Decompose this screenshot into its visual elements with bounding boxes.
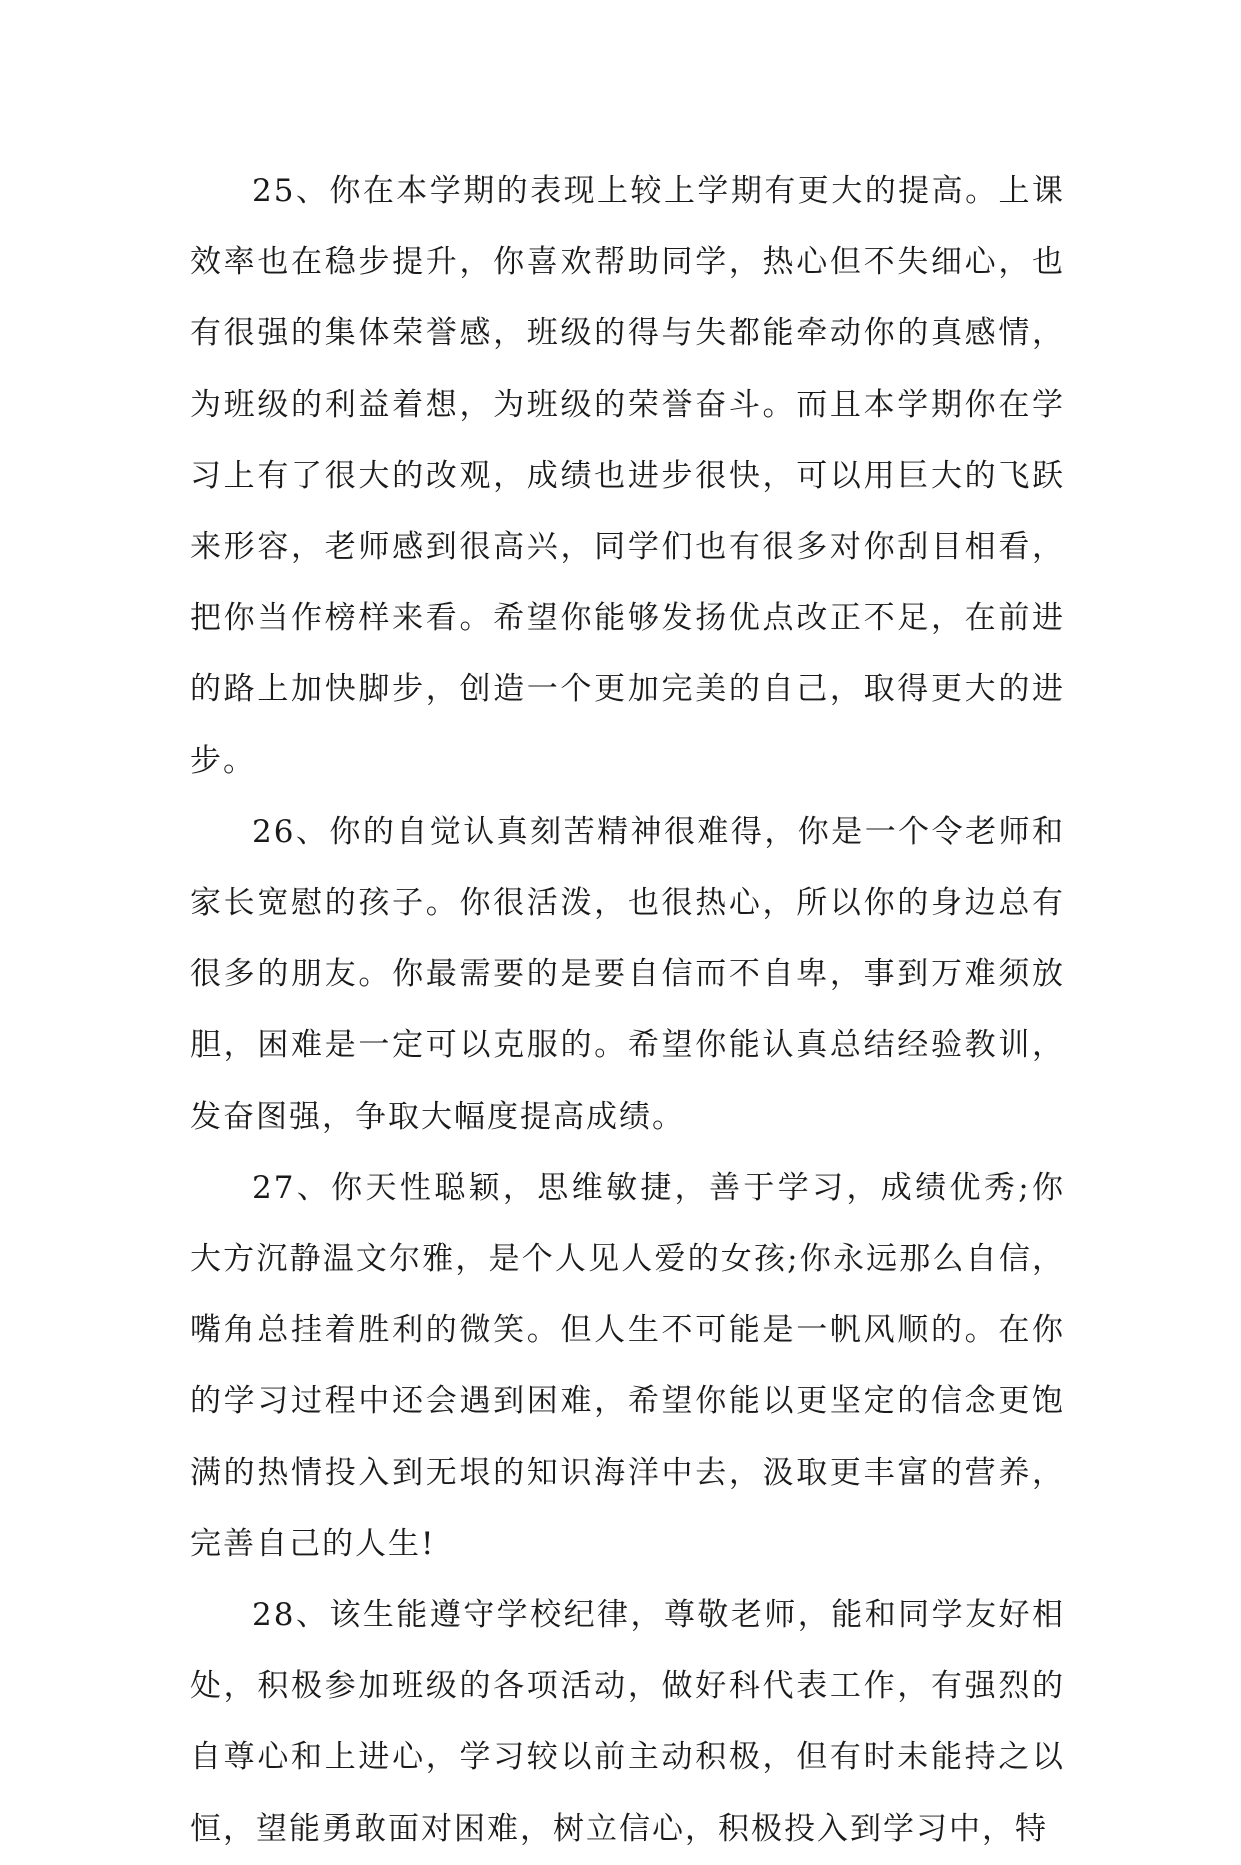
document-body	[190, 156, 1065, 1865]
paragraph-25: 25、你在本学期的表现上较上学期有更大的提高。上课效率也在稳步提升，你喜欢帮助同学，热心但不失细心，也有很强的集体荣誉感，班级的得与失都能牵动你的真感情，为班级的利益着想，为班级的荣誉奋斗。而且本学期你在学习上有了很大的改观，成绩也进步很快，可以用巨大的飞跃来形容，老师感到很高兴，同学们也有很多对你刮目相看，把你当作榜样来看。希望你能够发扬优点改正不足，在前进的路上加快脚步，创造一个更加完美的自己，取得更大的进步。	[190, 173, 1065, 779]
paragraph-26: 26、你的自觉认真刻苦精神很难得，你是一个令老师和家长宽慰的孩子。你很活泼，也很热心，所以你的身边总有很多的朋友。你最需要的是要自信而不自卑，事到万难须放胆，困难是一定可以克服的。希望你能认真总结经验教训，发奋图强，争取大幅度提高成绩。	[190, 813, 1065, 1135]
paragraph-27: 27、你天性聪颖，思维敏捷，善于学习，成绩优秀;你大方沉静温文尔雅，是个人见人爱的女孩;你永远那么自信，嘴角总挂着胜利的微笑。但人生不可能是一帆风顺的。在你的学习过程中还会遇到困难，希望你能以更坚定的信念更饱满的热情投入到无垠的知识海洋中去，汲取更丰富的营养，完善自己的人生!	[190, 1169, 1065, 1562]
paragraph-28: 28、该生能遵守学校纪律，尊敬老师，能和同学友好相处，积极参加班级的各项活动，做好科代表工作，有强烈的自尊心和上进心，学习较以前主动积极，但有时未能持之以恒，望能勇敢面对困难，树立信心，积极投入到学习中，特	[190, 1597, 1065, 1847]
